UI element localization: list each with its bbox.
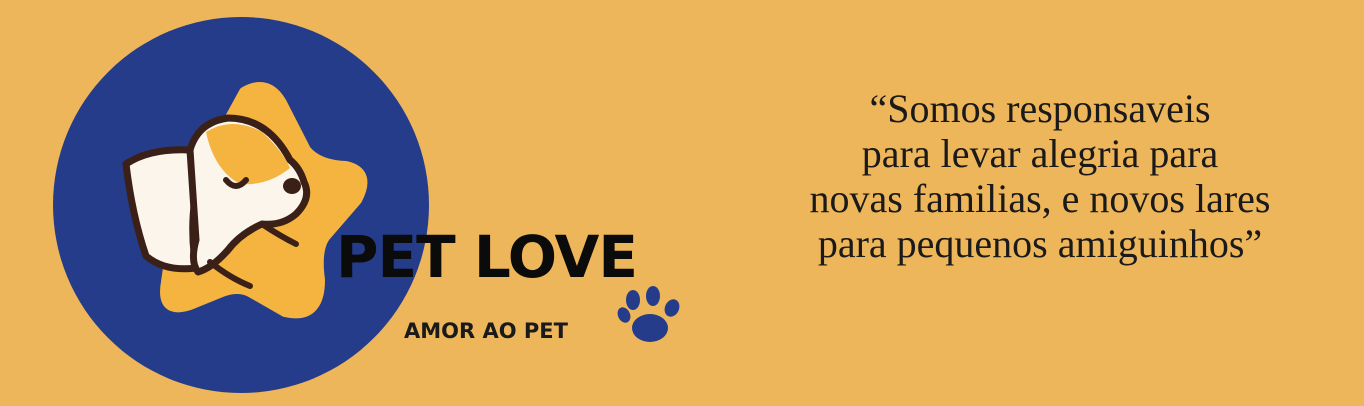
quote-text xyxy=(720,86,1360,266)
quote-line: para levar alegria para xyxy=(861,131,1219,176)
brand-tagline: AMOR AO PET xyxy=(404,319,568,343)
paw-icon xyxy=(615,286,682,342)
quote-line: novas familias, e novos lares xyxy=(809,176,1271,221)
brand-name: PET LOVE xyxy=(336,223,638,291)
quote-line: para pequenos amiguinhos” xyxy=(817,221,1263,266)
quote-line: “Somos responsaveis xyxy=(869,86,1211,131)
